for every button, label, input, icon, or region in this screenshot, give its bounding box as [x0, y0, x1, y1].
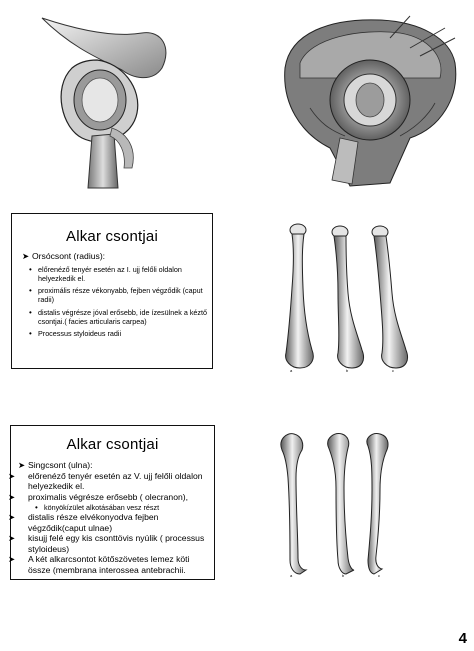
list-item-text: Singcsont (ulna):: [28, 460, 93, 470]
arrow-bullet-icon: ➤: [8, 512, 16, 523]
list-item-text: proximalis végrésze erősebb ( olecranon),: [28, 491, 189, 502]
list-item-text: distalis része elvékonyodva fejben végződik(caput ulnae): [28, 512, 159, 533]
list-item: [18, 460, 211, 471]
list-item: [8, 554, 211, 575]
arrow-bullet-icon: ➤: [8, 554, 16, 565]
figure-label: c: [392, 368, 394, 373]
sub-list-item: • könyökízület alkotásában vesz részt: [28, 503, 211, 512]
bullet-list: [22, 265, 207, 339]
slide-body: [22, 251, 207, 339]
ulna-bone-b: [328, 434, 354, 578]
ulna-bones-image: [272, 428, 468, 578]
figure-label: a: [290, 368, 293, 373]
figure-label: b: [346, 368, 349, 373]
heading-text: Orsócsont (radius):: [32, 251, 106, 261]
list-item: • distalis végrésze jóval erősebb, ide ízesülnek a kéztő csontjai.( facies articularis carpea): [22, 308, 207, 327]
list-item: [8, 470, 211, 492]
figure-label: a: [290, 573, 293, 578]
list-item-text: kisujj felé egy kis csonttövis nyúlik ( processus styloideus): [28, 533, 205, 554]
slide-radius: [11, 213, 213, 369]
slide-title: Alkar csontjai: [66, 436, 159, 453]
list-item: • proximális része vékonyabb, fejben végződik (caput radii): [22, 286, 207, 305]
arrow-bullet-icon: ➤: [8, 470, 16, 481]
arrow-bullet-icon: ➤: [8, 533, 16, 544]
list-item-text: A két alkarcsontot kötőszövetes lemez köti össze (membrana interossea antebrachii.: [28, 554, 190, 575]
radius-bone-b: [332, 226, 364, 373]
list-item: • Processus styloideus radii: [22, 329, 207, 338]
sub-list: [28, 503, 211, 512]
list-item-text: előrenéző tenyér esetén az V. ujj felőli oldalon helyezkedik el.: [28, 470, 203, 491]
ulna-bone-a: [281, 434, 306, 578]
ulna-bone-c: [367, 434, 388, 578]
arrow-bullet-icon: ➤: [22, 251, 30, 261]
page-number: 4: [458, 630, 467, 647]
shoulder-muscles-image: [270, 8, 466, 188]
radius-bone-a: [286, 224, 314, 373]
shoulder-joint-image: [12, 8, 212, 188]
list-item: [8, 491, 211, 513]
list-item: [8, 533, 211, 554]
list-item: [8, 512, 211, 533]
list-item: • előrenéző tenyér esetén az I. ujj felőli oldalon helyezkedik el.: [22, 265, 207, 284]
figure-label: c: [378, 573, 380, 578]
arrow-bullet-icon: ➤: [18, 460, 26, 470]
radius-bone-c: [372, 226, 408, 373]
bullet-list: [8, 460, 211, 575]
slide-ulna: [10, 425, 215, 580]
radius-bones-image: [268, 218, 468, 376]
slide-title: Alkar csontjai: [65, 228, 158, 245]
arrow-bullet-icon: ➤: [8, 491, 16, 502]
section-heading: [22, 251, 207, 262]
figure-label: b: [342, 573, 345, 578]
